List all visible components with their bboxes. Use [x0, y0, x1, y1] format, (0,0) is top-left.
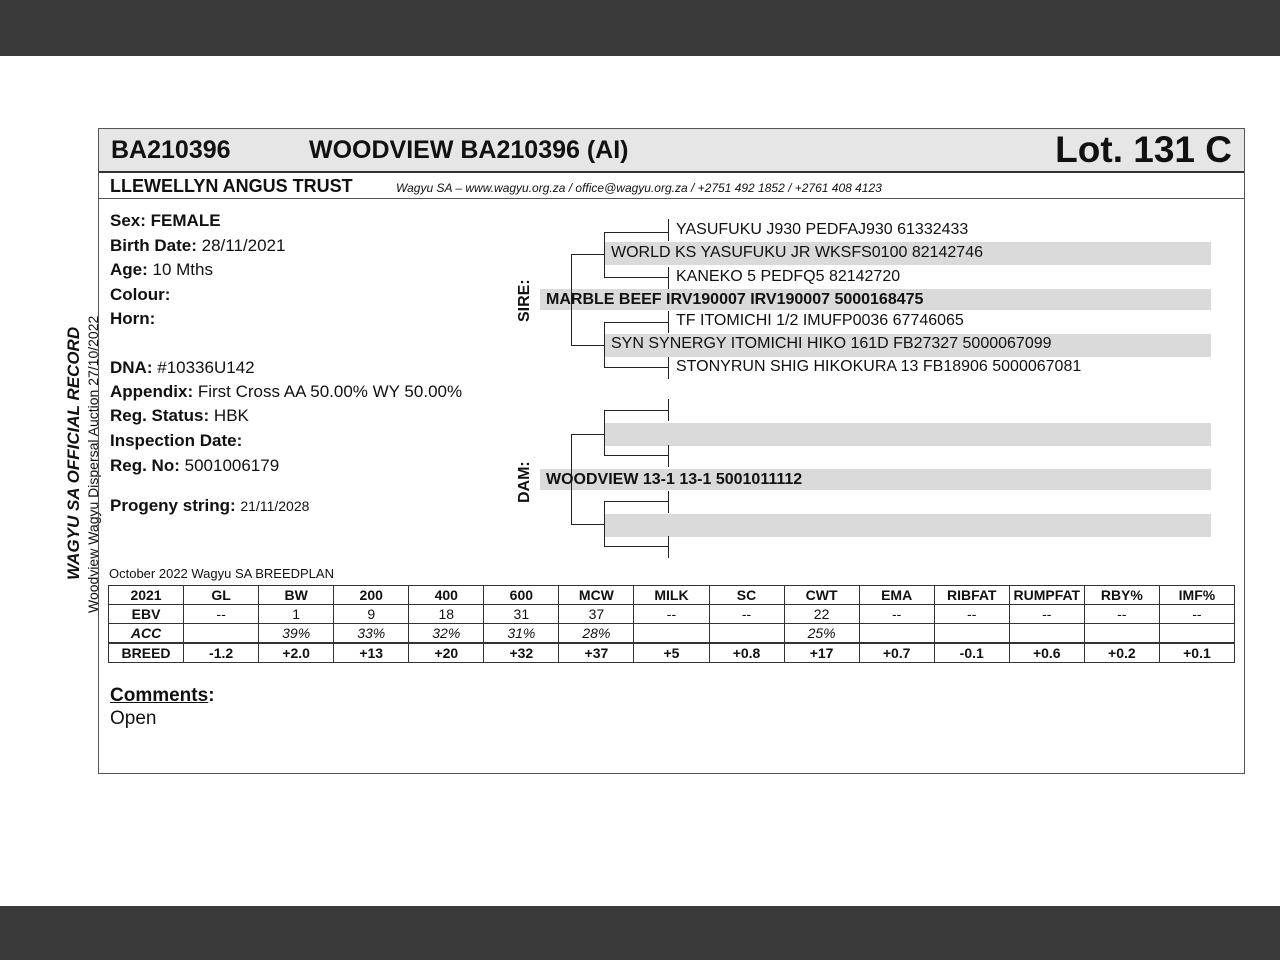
- comments-heading: Comments:: [110, 685, 215, 706]
- ebv-value-cell: --: [709, 605, 784, 624]
- horn-field: [110, 309, 155, 329]
- reg-no-label: Reg. No:: [110, 456, 180, 475]
- top-letterbox: [0, 0, 1280, 56]
- ebv-breed-cell: +0.1: [1159, 643, 1234, 663]
- dam-dam-band: [604, 514, 1211, 537]
- ssd-tick: [668, 267, 669, 289]
- sire-dam-sire-name: TF ITOMICHI 1/2 IMUFP0036 67746065: [676, 312, 964, 329]
- dd-bracket-top: [604, 501, 668, 502]
- owner-name: LLEWELLYN ANGUS TRUST: [110, 176, 353, 196]
- ebv-accuracy-cell: 39%: [259, 624, 334, 644]
- ebv-accuracy-cell: 33%: [334, 624, 409, 644]
- dna-value: #10336U142: [157, 358, 255, 377]
- progeny-value: 21/11/2028: [240, 498, 310, 514]
- ebv-accuracy-cell: [859, 624, 934, 644]
- appendix-value: First Cross AA 50.00% WY 50.00%: [197, 382, 463, 401]
- inspection-date-label: Inspection Date:: [110, 431, 243, 450]
- ebv-value-cell: 9: [334, 605, 409, 624]
- ebv-header-cell: GL: [184, 586, 259, 605]
- dna-field: [110, 358, 255, 378]
- ebv-accuracy-cell: 32%: [409, 624, 484, 644]
- ebv-breed-row: [109, 643, 1235, 663]
- bottom-letterbox: [0, 906, 1280, 960]
- progeny-field: [110, 496, 309, 516]
- horn-label: Horn:: [110, 309, 156, 328]
- ebv-accuracy-cell: [709, 624, 784, 644]
- sire-dam-dam-name: STONYRUN SHIG HIKOKURA 13 FB18906 5000067081: [676, 358, 1082, 375]
- comments-label: Comments: [110, 685, 209, 706]
- ebv-value-cell: --: [1009, 605, 1084, 624]
- dds-tick: [668, 491, 669, 513]
- appendix-label: Appendix:: [110, 382, 194, 401]
- ebv-breed-cell: +0.7: [859, 643, 934, 663]
- ebv-header-cell: RBY%: [1084, 586, 1159, 605]
- age-field: [110, 260, 213, 280]
- dam-sire-band: [604, 423, 1211, 446]
- sds-tick: [668, 311, 669, 333]
- ebv-header-cell: RUMPFAT: [1009, 586, 1084, 605]
- reg-status-label: Reg. Status:: [110, 406, 210, 425]
- sd-bracket: [604, 322, 605, 368]
- ss-bracket: [604, 232, 605, 278]
- dam-label: DAM:: [516, 461, 533, 503]
- ebv-header-cell: 600: [484, 586, 559, 605]
- ebv-header-cell: IMF%: [1159, 586, 1234, 605]
- dna-label: DNA:: [110, 358, 153, 377]
- owner-row: [99, 173, 1244, 199]
- sex-value: FEMALE: [150, 211, 221, 230]
- sex-field: [110, 211, 221, 231]
- sire-dam-name: SYN SYNERGY ITOMICHI HIKO 161D FB27327 5000067099: [611, 335, 1052, 352]
- ebv-value-cell: 22: [784, 605, 859, 624]
- birth-date-value: 28/11/2021: [201, 236, 286, 255]
- ebv-accuracy-cell: [1159, 624, 1234, 644]
- comments-text: Open: [110, 708, 157, 729]
- ebv-accuracy-cell: [934, 624, 1009, 644]
- dam-name: WOODVIEW 13-1 13-1 5001011112: [546, 471, 803, 488]
- ebv-accuracy-row: [109, 624, 1235, 644]
- age-value: 10 Mths: [152, 260, 213, 279]
- sex-label: Sex:: [110, 211, 146, 230]
- dd-bracket-bottom: [604, 546, 668, 547]
- animal-name: WOODVIEW BA210396 (AI): [309, 136, 629, 164]
- ebv-breed-cell: +0.6: [1009, 643, 1084, 663]
- ebv-value-cell: --: [1084, 605, 1159, 624]
- ebv-accuracy-cell: 28%: [559, 624, 634, 644]
- ss-bracket-bottom: [604, 277, 668, 278]
- reg-no-value: 5001006179: [184, 456, 280, 475]
- ebv-header-cell: MCW: [559, 586, 634, 605]
- sire-sire-name: WORLD KS YASUFUKU JR WKSFS0100 82142746: [611, 244, 983, 261]
- ebv-header-cell: 200: [334, 586, 409, 605]
- sire-label: SIRE:: [516, 279, 533, 322]
- ebv-breed-cell: -1.2: [184, 643, 259, 663]
- ddd-tick: [668, 536, 669, 558]
- sd-bracket-top: [604, 322, 668, 323]
- ebv-header-row: [109, 586, 1235, 605]
- ebv-accuracy-cell: [1009, 624, 1084, 644]
- sss-tick: [668, 219, 669, 241]
- ebv-header-cell: BW: [259, 586, 334, 605]
- ebv-accuracy-cell: 25%: [784, 624, 859, 644]
- dam-bracket-bottom: [571, 524, 604, 525]
- ebv-header-cell: RIBFAT: [934, 586, 1009, 605]
- colour-label: Colour:: [110, 285, 171, 304]
- birth-date-field: [110, 236, 285, 256]
- contact-info: Wagyu SA – www.wagyu.org.za / office@wagyu.org.za / +2751 492 1852 / +2761 408 4123: [396, 181, 882, 195]
- reg-status-field: [110, 406, 249, 426]
- ebv-breed-cell: BREED: [109, 643, 184, 663]
- reg-status-value: HBK: [213, 406, 249, 425]
- ebv-breed-cell: +17: [784, 643, 859, 663]
- ebv-header-cell: 2021: [109, 586, 184, 605]
- ebv-accuracy-cell: [1084, 624, 1159, 644]
- appendix-field: [110, 382, 462, 402]
- sire-bracket-top: [571, 254, 604, 255]
- ebv-value-cell: 37: [559, 605, 634, 624]
- ebv-value-cell: --: [184, 605, 259, 624]
- ss-bracket-top: [604, 232, 668, 233]
- birth-date-label: Birth Date:: [110, 236, 197, 255]
- lot-number: Lot. 131 C: [1055, 129, 1232, 170]
- ebv-breed-cell: +2.0: [259, 643, 334, 663]
- animal-id: BA210396: [111, 136, 231, 164]
- ebv-value-cell: 1: [259, 605, 334, 624]
- inspection-date-field: [110, 431, 242, 451]
- ebv-breed-cell: +37: [559, 643, 634, 663]
- ebv-accuracy-cell: [184, 624, 259, 644]
- sire-bracket-bottom: [571, 345, 604, 346]
- ebv-accuracy-cell: [634, 624, 709, 644]
- auction-watermark: Woodview Wagyu Dispersal Auction 27/10/2022: [85, 315, 101, 613]
- ds-bracket-bottom: [604, 455, 668, 456]
- sire-name: MARBLE BEEF IRV190007 IRV190007 5000168475: [546, 291, 924, 308]
- progeny-label: Progeny string:: [110, 496, 236, 515]
- ebv-breed-cell: +0.2: [1084, 643, 1159, 663]
- ebv-value-cell: --: [1159, 605, 1234, 624]
- ebv-value-cell: 31: [484, 605, 559, 624]
- dam-bracket-top: [571, 434, 604, 435]
- lot-record-card: [98, 128, 1245, 774]
- ebv-values-row: [109, 605, 1235, 624]
- ebv-breed-cell: +13: [334, 643, 409, 663]
- ebv-value-cell: --: [934, 605, 1009, 624]
- sire-sire-dam-name: KANEKO 5 PEDFQ5 82142720: [676, 268, 901, 285]
- ebv-accuracy-cell: ACC: [109, 624, 184, 644]
- ebv-table: [108, 585, 1235, 663]
- ebv-breed-cell: +5: [634, 643, 709, 663]
- ebv-header-cell: 400: [409, 586, 484, 605]
- ebv-header-cell: SC: [709, 586, 784, 605]
- sd-bracket-bottom: [604, 367, 668, 368]
- ebv-breed-cell: -0.1: [934, 643, 1009, 663]
- ebv-breed-cell: +32: [484, 643, 559, 663]
- ebv-header-cell: EMA: [859, 586, 934, 605]
- official-record-watermark: WAGYU SA OFFICIAL RECORD: [64, 326, 83, 580]
- title-bar: [99, 129, 1244, 173]
- ebv-value-cell: 18: [409, 605, 484, 624]
- ebv-breed-cell: +20: [409, 643, 484, 663]
- ds-bracket: [604, 410, 605, 456]
- age-label: Age:: [110, 260, 148, 279]
- colour-field: [110, 285, 170, 305]
- ebv-header-cell: CWT: [784, 586, 859, 605]
- breedplan-title: October 2022 Wagyu SA BREEDPLAN: [109, 566, 334, 581]
- ebv-value-cell: --: [634, 605, 709, 624]
- ebv-value-cell: EBV: [109, 605, 184, 624]
- dss-tick: [668, 399, 669, 421]
- ds-bracket-top: [604, 410, 668, 411]
- dsd-tick: [668, 445, 669, 467]
- ebv-breed-cell: +0.8: [709, 643, 784, 663]
- sire-sire-sire-name: YASUFUKU J930 PEDFAJ930 61332433: [676, 221, 969, 238]
- reg-no-field: [110, 456, 279, 476]
- ebv-accuracy-cell: 31%: [484, 624, 559, 644]
- ebv-header-cell: MILK: [634, 586, 709, 605]
- ebv-value-cell: --: [859, 605, 934, 624]
- dd-bracket: [604, 501, 605, 547]
- sdd-tick: [668, 357, 669, 379]
